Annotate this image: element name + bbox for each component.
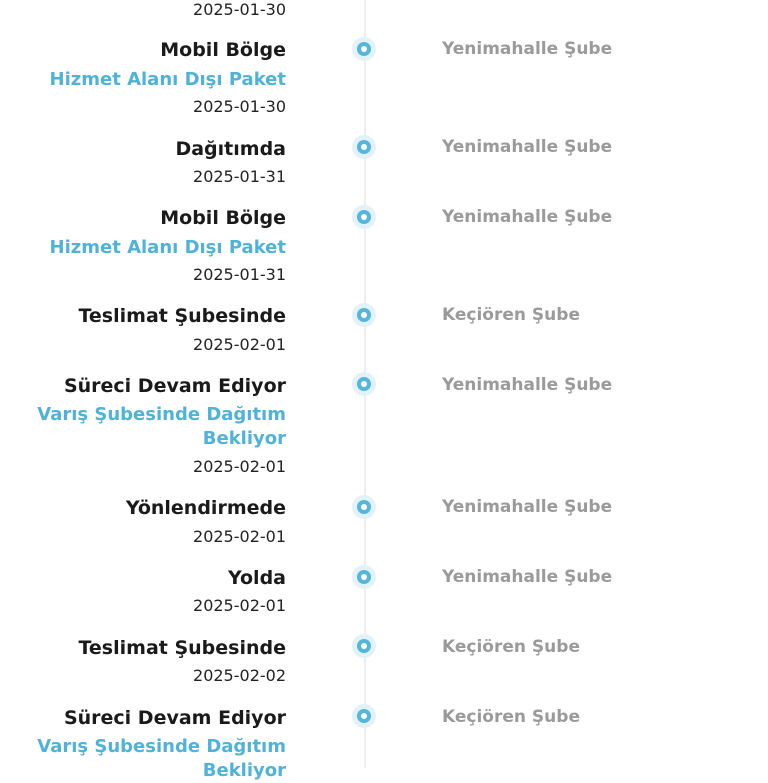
event-note: Hizmet Alanı Dışı Paket [49, 69, 286, 90]
event-branch: Yenimahalle Şube [442, 39, 613, 59]
event-branch: Yenimahalle Şube [442, 207, 613, 227]
event-date: 2025-01-30 [193, 97, 286, 116]
event-branch: Yenimahalle Şube [442, 137, 613, 157]
event-status: Süreci Devam Ediyor [63, 375, 286, 397]
event-branch: Keçiören Şube [442, 637, 580, 657]
timeline-dot-icon [352, 37, 376, 61]
event-note: Hizmet Alanı Dışı Paket [49, 237, 286, 258]
event-date: 2025-01-30 [193, 0, 286, 19]
event-date: 2025-01-31 [193, 265, 286, 284]
event-note: Varış Şubesinde Dağıtım Bekliyor [37, 736, 286, 781]
event-status: Dağıtımda [175, 138, 286, 160]
event-date: 2025-02-01 [193, 596, 286, 615]
event-status: Teslimat Şubesinde [78, 637, 286, 659]
event-branch: Yenimahalle Şube [442, 567, 613, 587]
event-status: Süreci Devam Ediyor [63, 707, 286, 729]
timeline-dot-icon [352, 634, 376, 658]
timeline-dot-icon [352, 495, 376, 519]
event-date: 2025-02-01 [193, 457, 286, 476]
event-status: Yolda [227, 567, 286, 589]
event-status: Teslimat Şubesinde [78, 305, 286, 327]
event-note: Varış Şubesinde Dağıtım Bekliyor [37, 404, 286, 449]
event-branch: Keçiören Şube [442, 707, 580, 727]
event-date: 2025-02-01 [193, 527, 286, 546]
timeline-dot-icon [352, 135, 376, 159]
event-branch: Keçiören Şube [442, 305, 580, 325]
event-date: 2025-01-31 [193, 167, 286, 186]
timeline-dot-icon [352, 704, 376, 728]
timeline-dot-icon [352, 372, 376, 396]
event-status: Mobil Bölge [160, 39, 286, 61]
event-branch: Yenimahalle Şube [442, 497, 613, 517]
event-date: 2025-02-01 [193, 335, 286, 354]
event-date: 2025-02-02 [193, 666, 286, 685]
event-status: Yönlendirmede [125, 497, 286, 519]
event-status: Mobil Bölge [160, 207, 286, 229]
timeline-dot-icon [352, 205, 376, 229]
timeline-dot-icon [352, 565, 376, 589]
timeline-dot-icon [352, 303, 376, 327]
event-branch: Yenimahalle Şube [442, 375, 613, 395]
